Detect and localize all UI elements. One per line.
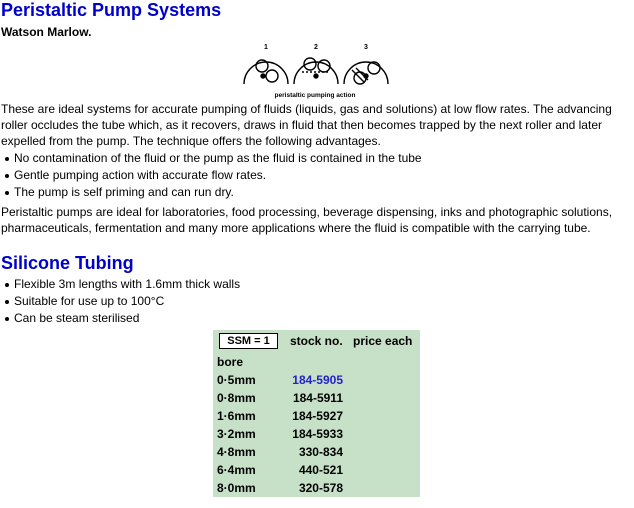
advantages-list	[0, 150, 422, 201]
tubing-price-table	[213, 330, 420, 497]
list-item: Suitable for use up to 100°C	[0, 293, 240, 310]
list-item: Flexible 3m lengths with 1.6mm thick walls	[0, 276, 240, 293]
column-header-stock: stock no.	[290, 334, 343, 348]
tubing-features-list	[0, 276, 240, 327]
stock-number-link[interactable]: 184-5905	[292, 373, 343, 387]
page-title: Peristaltic Pump Systems	[1, 0, 222, 20]
diagram-step-3: 3	[364, 44, 368, 51]
diagram-step-1: 1	[264, 44, 268, 51]
table-row	[213, 463, 420, 481]
applications-paragraph: Peristaltic pumps are ideal for laboratories, food processing, beverage dispensing, inks and photographic solutions, pharmaceuticals, fermentation and many more applications where the fluid is compatible with the carrying tube.	[1, 205, 613, 235]
column-header-bore: bore	[217, 355, 244, 369]
stock-number-cell: 330-834	[298, 445, 343, 459]
list-item: Gentle pumping action with accurate flow rates.	[0, 167, 422, 184]
ssm-box: SSM = 1	[219, 333, 278, 349]
stock-number-cell: 320-578	[298, 481, 343, 495]
stock-number-cell: 440-521	[298, 463, 343, 477]
list-item: Can be steam sterilised	[0, 310, 240, 327]
bore-cell: 4·8mm	[217, 445, 256, 459]
bore-cell: 6·4mm	[217, 463, 256, 477]
section-title-tubing: Silicone Tubing	[1, 253, 134, 273]
bore-cell: 0·5mm	[217, 373, 256, 387]
table-row	[213, 481, 420, 499]
brand-name: Watson Marlow.	[1, 25, 92, 39]
table-row	[213, 373, 420, 391]
table-row	[213, 391, 420, 409]
diagram-step-2: 2	[314, 44, 318, 51]
stock-number-cell: 184-5927	[292, 409, 343, 423]
intro-paragraph: These are ideal systems for accurate pumping of fluids (liquids, gas and solutions) at low flow rates. The advancing roller occludes the tube which, as it recovers, draws in fluid that then becomes trapped by the next roller and later expelled from the pump. The technique offers the following advantages.	[1, 102, 612, 148]
bore-cell: 0·8mm	[217, 391, 256, 405]
peristaltic-pump-diagram	[236, 42, 394, 100]
bore-cell: 3·2mm	[217, 427, 256, 441]
list-item: The pump is self priming and can run dry.	[0, 184, 422, 201]
diagram-caption: peristaltic pumping action	[274, 92, 356, 99]
bore-cell: 1·6mm	[217, 409, 256, 423]
stock-number-cell: 184-5911	[292, 391, 343, 405]
list-item: No contamination of the fluid or the pump as the fluid is contained in the tube	[0, 150, 422, 167]
table-row	[213, 445, 420, 463]
bore-cell: 8·0mm	[217, 481, 256, 495]
table-row	[213, 427, 420, 445]
stock-number-cell: 184-5933	[292, 427, 343, 441]
table-row	[213, 409, 420, 427]
column-header-price: price each	[353, 334, 413, 348]
